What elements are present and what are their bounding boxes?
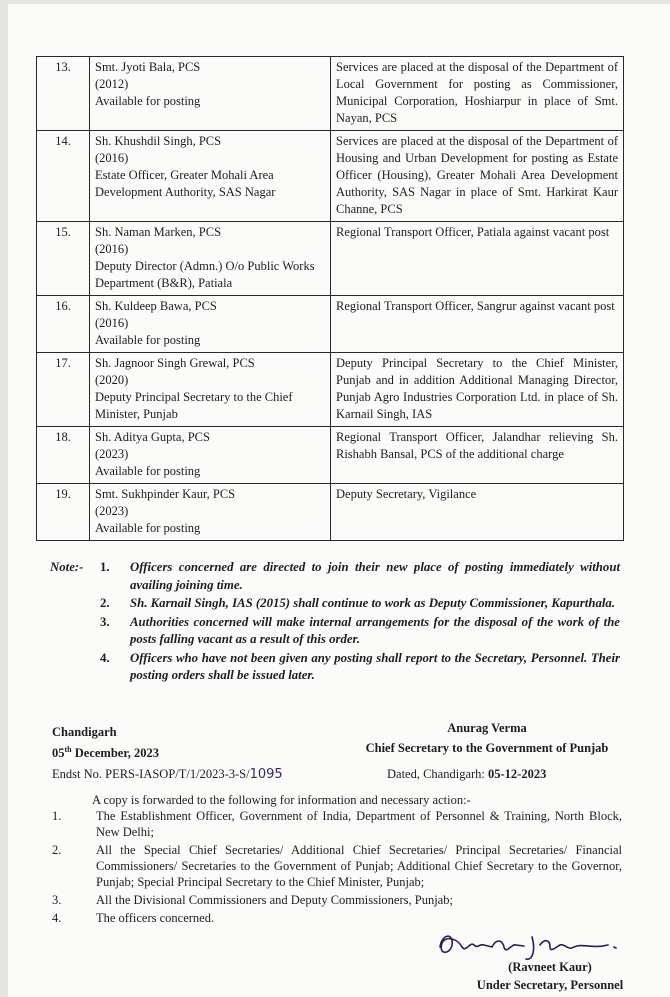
under-signatory-name: (Ravneet Kaur): [508, 960, 592, 974]
recipient-item: [52, 892, 622, 908]
officer-line: Sh. Naman Marken, PCS: [95, 225, 222, 239]
note-label: Note:-: [50, 560, 84, 574]
table-row: [37, 353, 624, 427]
recipient-item: [52, 808, 622, 840]
note-item: [100, 595, 620, 613]
notes-list: [100, 559, 620, 686]
officer-line: Estate Officer, Greater Mohali Area Development Authority, SAS Nagar: [95, 168, 276, 199]
officer-cell: [90, 296, 331, 353]
posting-cell: Deputy Principal Secretary to the Chief Minister, Punjab and in addition Additional Managing Director, Punjab Agro Industries Corporation Ltd. in place of Sh. Karnail Singh, IAS: [331, 353, 624, 427]
serial-number: 18.: [37, 427, 90, 484]
posting-cell: Services are placed at the disposal of the Department of Local Government for posting as Commissioner, Municipal Corporation, Hoshiarpur in place of Smt. Nayan, PCS: [331, 57, 624, 131]
officer-line: (2023): [95, 447, 129, 461]
officer-cell: [90, 57, 331, 131]
officer-line: (2016): [95, 151, 129, 165]
officer-line: Available for posting: [95, 464, 201, 478]
recipient-text: All the Special Chief Secretaries/ Additional Chief Secretaries/ Principal Secretaries/ Financial Commissioners/ Secretaries to the Government of Punjab; Additional Chief Secretary to the Governor, Punjab; Special Principal Secretary to the Chief Minister, Punjab;: [96, 843, 622, 889]
officer-line: (2023): [95, 504, 129, 518]
note-number: 1.: [100, 560, 110, 574]
officer-cell: [90, 427, 331, 484]
officer-line: Available for posting: [95, 333, 201, 347]
recipient-text: The Establishment Officer, Government of India, Department of Personnel & Training, North Block, New Delhi;: [96, 809, 622, 839]
recipient-text: All the Divisional Commissioners and Deputy Commissioners, Punjab;: [96, 893, 453, 907]
officer-line: (2020): [95, 373, 129, 387]
note-number: 3.: [100, 614, 110, 629]
recipient-item: [52, 910, 622, 926]
note-text: Officers concerned are directed to join their new place of posting immediately without availing joining time.: [130, 560, 620, 592]
officer-line: Available for posting: [95, 521, 201, 535]
officer-cell: [90, 131, 331, 222]
recipient-number: 2.: [52, 843, 62, 857]
serial-number: 15.: [37, 222, 90, 296]
signatory-title: Chief Secretary to the Government of Punjab: [365, 741, 609, 755]
recipient-item: [52, 842, 622, 890]
note-number: 4.: [100, 650, 110, 665]
recipients-list: [52, 808, 622, 928]
recipient-number: 3.: [52, 893, 62, 907]
officer-line: (2016): [95, 242, 129, 256]
note-text: Sh. Karnail Singh, IAS (2015) shall continue to work as Deputy Commissioner, Kapurthala.: [130, 596, 615, 610]
officer-line: Deputy Principal Secretary to the Chief Minister, Punjab: [95, 390, 293, 421]
place-date-block: [52, 724, 159, 762]
posting-cell: Regional Transport Officer, Jalandhar relieving Sh. Rishabh Bansal, PCS of the additional charge: [331, 427, 624, 484]
signatory-block: [337, 718, 637, 758]
under-signatory-title: Under Secretary, Personnel: [476, 978, 624, 992]
serial-number: 17.: [37, 353, 90, 427]
officer-cell: [90, 484, 331, 541]
recipient-text: The officers concerned.: [96, 911, 215, 925]
officer-line: Sh. Kuldeep Bawa, PCS: [95, 299, 217, 313]
under-signatory-block: [470, 958, 630, 994]
posting-cell: Regional Transport Officer, Sangrur against vacant post: [331, 296, 624, 353]
serial-number: 13.: [37, 57, 90, 131]
table-row: [37, 296, 624, 353]
officer-line: Sh. Khushdil Singh, PCS: [95, 134, 222, 148]
officer-line: Smt. Jyoti Bala, PCS: [95, 60, 201, 74]
serial-number: 16.: [37, 296, 90, 353]
note-item: [100, 614, 620, 649]
note-number: 2.: [100, 596, 110, 610]
posting-cell: Regional Transport Officer, Patiala against vacant post: [331, 222, 624, 296]
officer-line: Smt. Sukhpinder Kaur, PCS: [95, 487, 236, 501]
officer-line: (2016): [95, 316, 129, 330]
posting-table: [36, 56, 624, 541]
note-text: Authorities concerned will make internal arrangements for the disposal of the work of the posts falling vacant as a result of this order.: [130, 614, 620, 646]
posting-cell: Deputy Secretary, Vigilance: [331, 484, 624, 541]
officer-cell: [90, 222, 331, 296]
endorsement-number: Endst No. PERS-IASOP/T/1/2023-3-S/1095: [52, 767, 283, 782]
table-row: [37, 57, 624, 131]
issue-date: 05th December, 2023: [52, 745, 159, 761]
officer-line: Sh. Aditya Gupta, PCS: [95, 430, 210, 444]
officer-line: Sh. Jagnoor Singh Grewal, PCS: [95, 356, 255, 370]
endorsement-date: Dated, Chandigarh: 05-12-2023: [387, 767, 547, 781]
posting-cell: Services are placed at the disposal of the Department of Housing and Urban Development for posting as Estate Officer (Housing), Greater Mohali Area Development Authority, SAS Nagar in place of Smt. Harkirat Kaur Channe, PCS: [331, 131, 624, 222]
officer-line: (2012): [95, 77, 129, 91]
recipient-number: 1.: [52, 809, 62, 823]
officer-line: Deputy Director (Admn.) O/o Public Works Department (B&R), Patiala: [95, 259, 315, 290]
table-row: [37, 484, 624, 541]
table-row: [37, 222, 624, 296]
serial-number: 19.: [37, 484, 90, 541]
table-row: [37, 427, 624, 484]
serial-number: 14.: [37, 131, 90, 222]
endorsement-intro: A copy is forwarded to the following for information and necessary action:-: [92, 793, 471, 807]
note-item: [100, 650, 620, 685]
officer-line: Available for posting: [95, 94, 201, 108]
note-item: [100, 559, 620, 594]
note-text: Officers who have not been given any posting shall report to the Secretary, Personnel. Their posting orders shall be issued later.: [130, 650, 620, 682]
signatory-name: Anurag Verma: [447, 721, 527, 735]
recipient-number: 4.: [52, 911, 62, 925]
issue-place: Chandigarh: [52, 725, 117, 739]
handwritten-number: 1095: [249, 767, 283, 782]
officer-cell: [90, 353, 331, 427]
table-row: [37, 131, 624, 222]
